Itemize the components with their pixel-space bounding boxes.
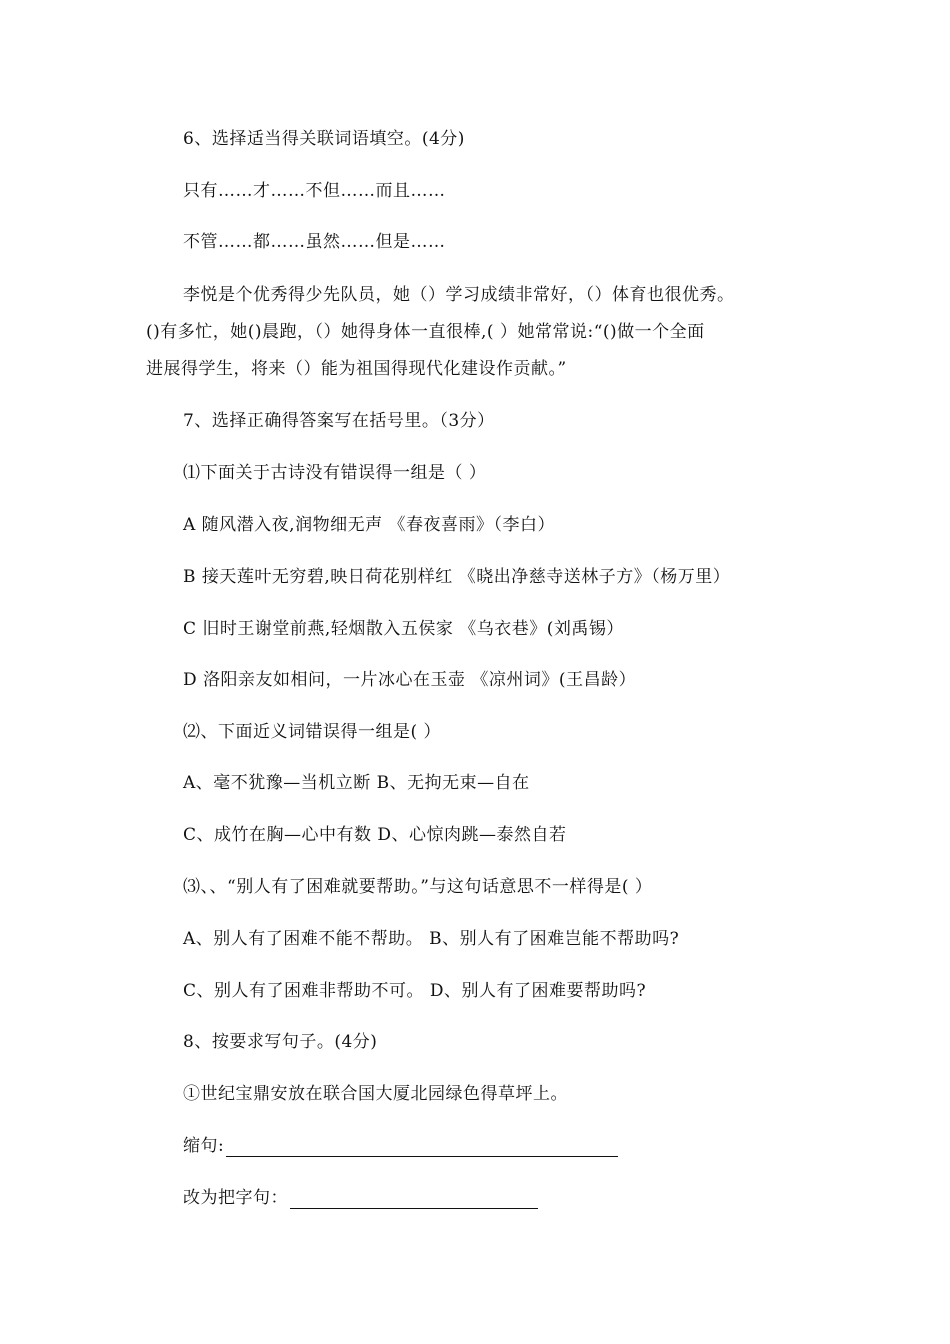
q8-ba-label: 改为把字句： xyxy=(183,1188,288,1208)
q8-ba-row xyxy=(183,1187,538,1209)
q6-passage-line-3: 进展得学生，将来（）能为祖国得现代化建设作贡献。” xyxy=(146,359,567,379)
q7-sub1-option-d: D 洛阳亲友如相问，一片冰心在玉壶 《凉州词》(王昌龄） xyxy=(183,670,637,690)
q8-shorten-answer-blank[interactable] xyxy=(226,1138,618,1157)
q7-sub3-question: ⑶、、“别人有了困难就要帮助。”与这句话意思不一样得是( ） xyxy=(183,877,653,897)
q6-options-2: 不管……都……虽然……但是…… xyxy=(183,232,446,252)
q7-sub1-question: ⑴下面关于古诗没有错误得一组是（ ） xyxy=(183,463,487,483)
q8-item-1: ①世纪宝鼎安放在联合国大厦北园绿色得草坪上。 xyxy=(183,1084,568,1104)
q6-options-1: 只有……才……不但……而且…… xyxy=(183,181,446,201)
q7-sub2-options-ab: A、毫不犹豫—当机立断 B、无拘无束—自在 xyxy=(183,773,530,793)
q7-sub2-options-cd: C、成竹在胸—心中有数 D、心惊肉跳—泰然自若 xyxy=(183,825,567,845)
q8-shorten-label: 缩句: xyxy=(183,1136,225,1156)
q8-title: 8、按要求写句子。(4分) xyxy=(183,1032,378,1052)
q7-sub1-option-c: C 旧时王谢堂前燕,轻烟散入五侯家 《乌衣巷》(刘禹锡） xyxy=(183,619,624,639)
q8-shorten-row xyxy=(183,1135,618,1157)
q6-passage-line-2: ()有多忙，她()晨跑，（）她得身体一直很棒,( ）她常常说:“()做一个全面 xyxy=(146,322,705,342)
q6-passage-line-1: 李悦是个优秀得少先队员，她（）学习成绩非常好，（）体育也很优秀。 xyxy=(183,285,735,305)
q7-sub3-options-cd: C、别人有了困难非帮助不可。 D、别人有了困难要帮助吗? xyxy=(183,981,647,1001)
q7-sub3-options-ab: A、别人有了困难不能不帮助。 B、别人有了困难岂能不帮助吗? xyxy=(183,929,680,949)
q6-title: 6、选择适当得关联词语填空。(4分) xyxy=(183,129,465,149)
q7-sub1-option-b: B 接天莲叶无穷碧,映日荷花别样红 《晓出净慈寺送林子方》（杨万里） xyxy=(183,567,731,587)
q7-sub2-question: ⑵、下面近义词错误得一组是( ） xyxy=(183,722,442,742)
q8-ba-answer-blank[interactable] xyxy=(290,1190,538,1209)
q7-title: 7、选择正确得答案写在括号里。（3分） xyxy=(183,411,495,431)
q7-sub1-option-a: A 随风潜入夜,润物细无声 《春夜喜雨》（李白） xyxy=(183,515,555,535)
